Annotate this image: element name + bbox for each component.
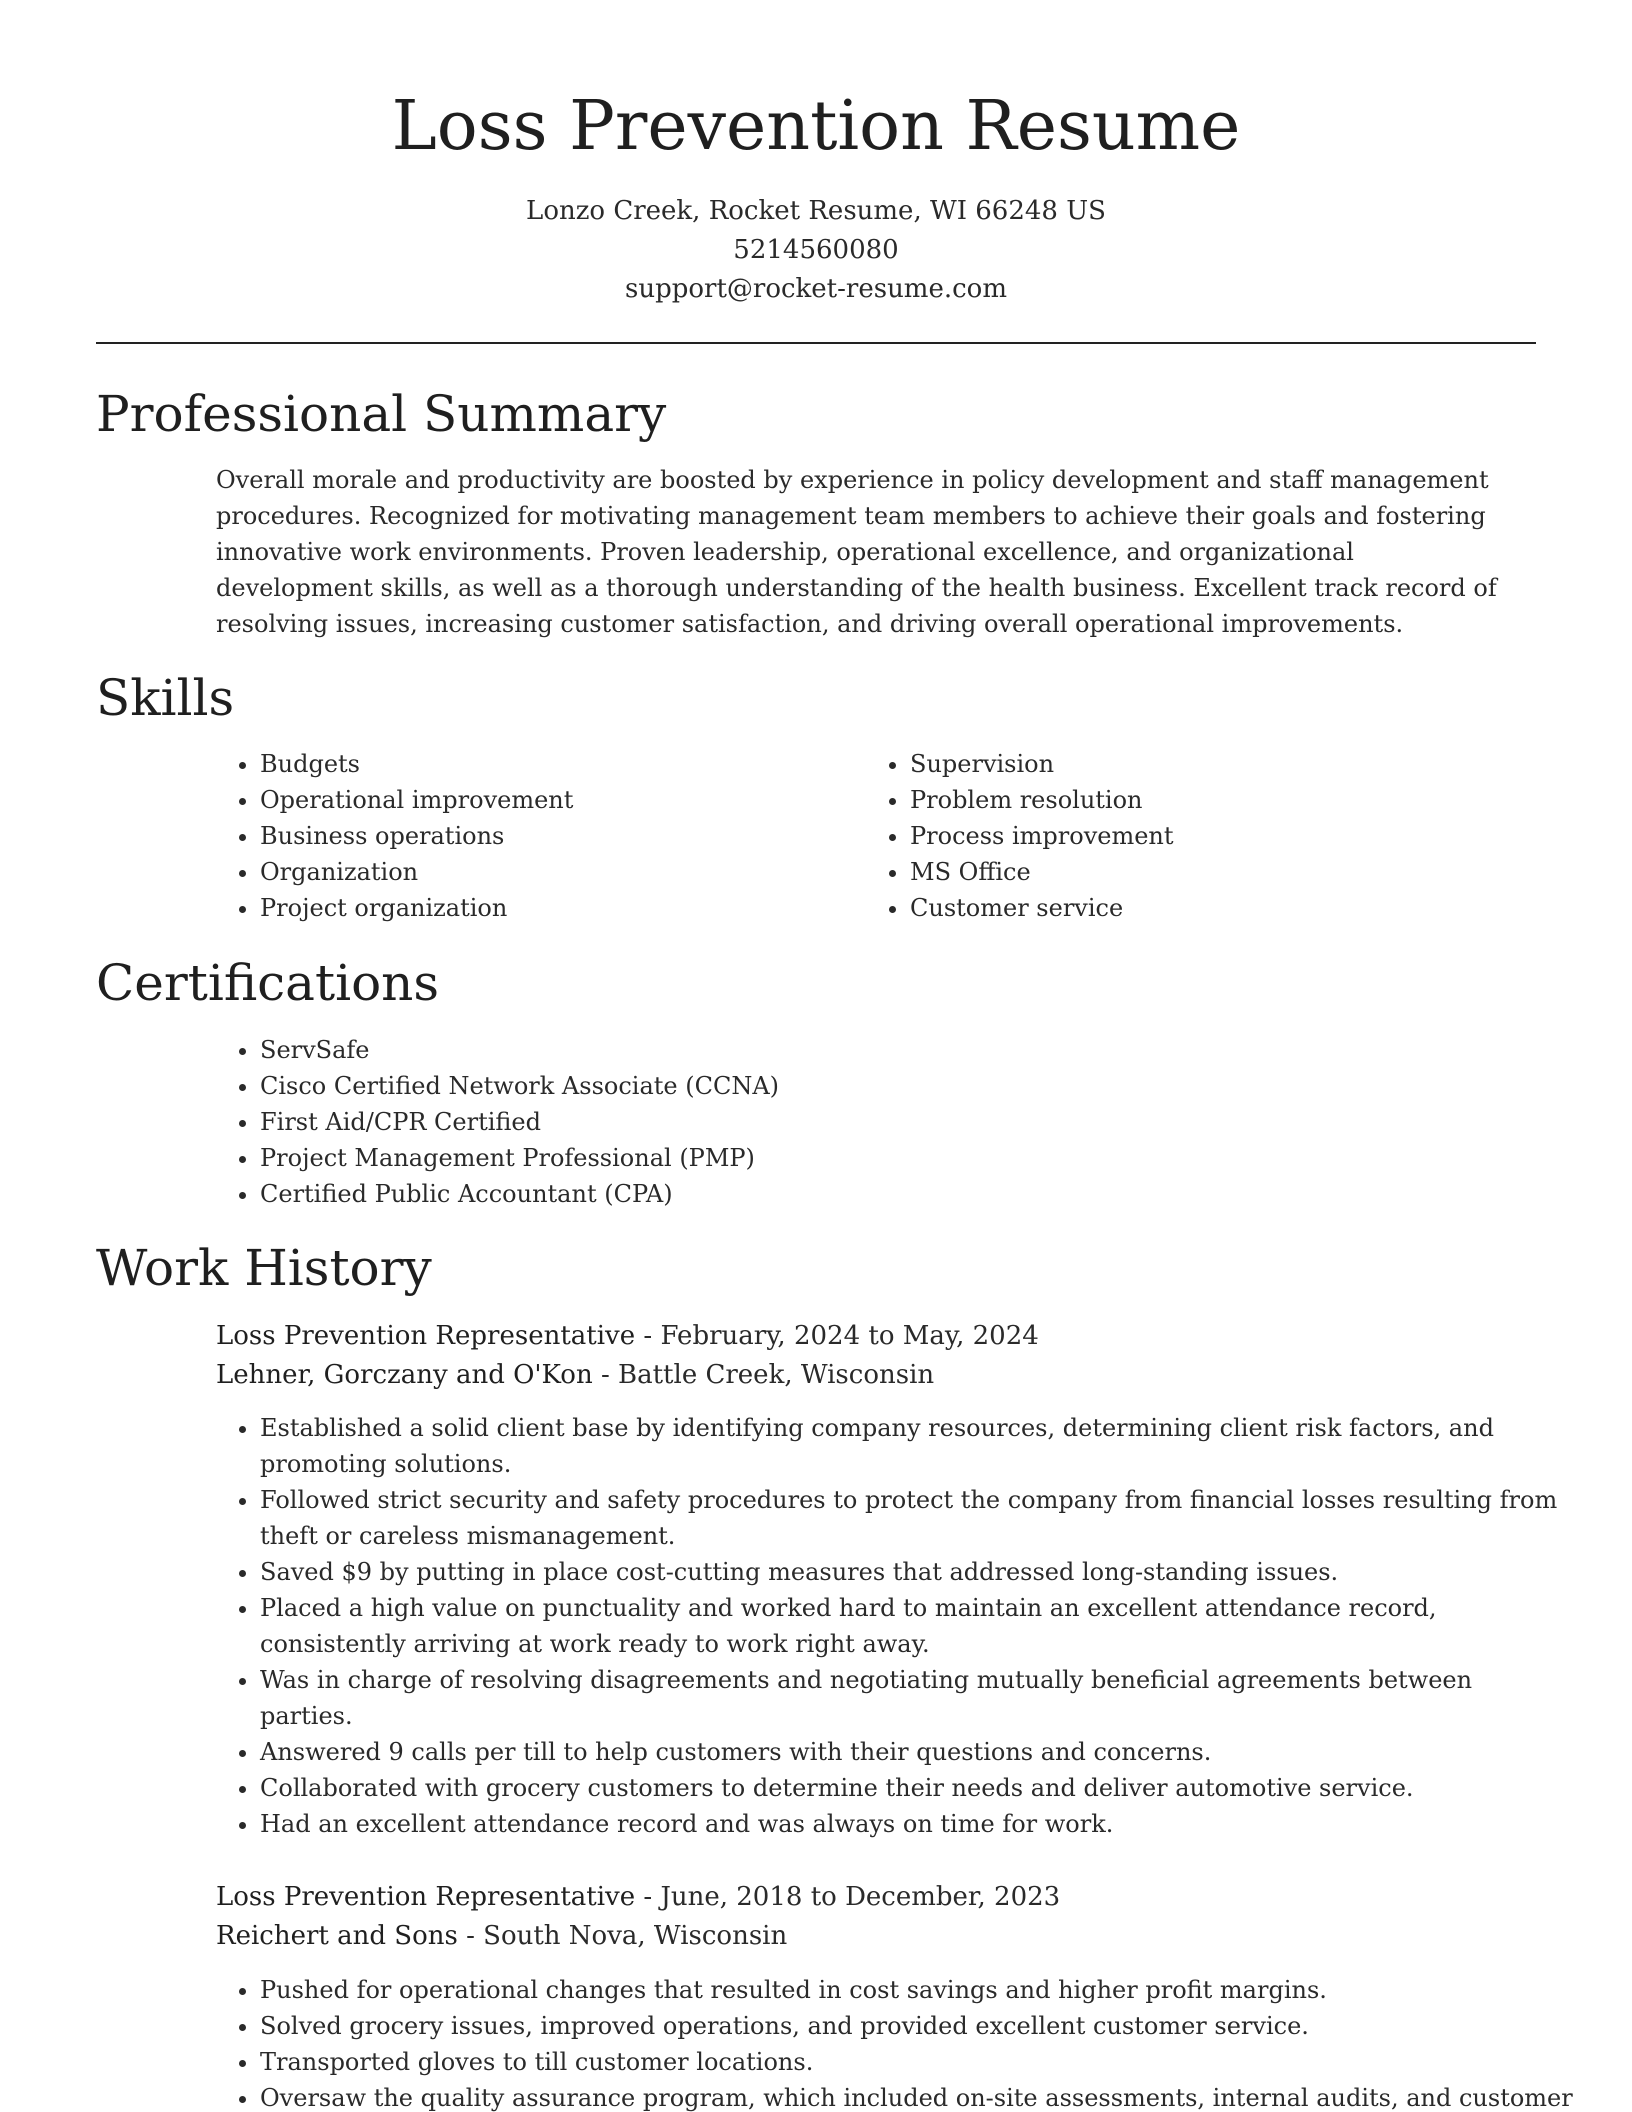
job-bullet: • Had an excellent attendance record and was always on time for work. (260, 1806, 1572, 1842)
job-bullet: • Transported gloves to till customer locations. (260, 2044, 1572, 2080)
resume-title: Loss Prevention Resume (391, 87, 1241, 166)
skill-item: • Customer service (910, 890, 1510, 926)
section-title-skills: Skills (96, 669, 235, 727)
job-company: Reichert and Sons (216, 1921, 458, 1951)
job-bullet: • Pushed for operational changes that resulted in cost savings and higher profit margins. (260, 1972, 1572, 2008)
job-location: - Battle Creek, Wisconsin (592, 1360, 935, 1390)
job-bullet: • Followed strict security and safety procedures to protect the company from financial losses resulting from theft or careless mismanagement. (260, 1482, 1572, 1554)
skill-item: • Organization (260, 854, 860, 890)
contact-email: support@rocket-resume.com (624, 274, 1007, 304)
job-bullet: • Was in charge of resolving disagreements and negotiating mutually beneficial agreements between parties. (260, 1662, 1572, 1734)
summary-text: Overall morale and productivity are boosted by experience in policy development and staff management procedures. Recognized for motivating management team members to achieve their goals and fostering innovative work environments. Proven leadership, operational excellence, and organizational development skills, as well as a thorough understanding of the health business. Excellent track record of resolving issues, increasing customer satisfaction, and driving overall operational improvements. (216, 466, 1497, 638)
job-role: Loss Prevention Representative (216, 1882, 636, 1912)
job-2-title-line (216, 1878, 1060, 1916)
skill-item: • Problem resolution (910, 782, 1510, 818)
skill-item: • Supervision (910, 746, 1510, 782)
contact-address: Lonzo Creek, Rocket Resume, WI 66248 US (526, 196, 1106, 226)
skill-item: • Budgets (260, 746, 860, 782)
job-1-bullets (216, 1410, 1572, 1842)
job-bullet: • Solved grocery issues, improved operations, and provided excellent customer service. (260, 2008, 1572, 2044)
job-role: Loss Prevention Representative (216, 1321, 636, 1351)
certification-item: • Certified Public Accountant (CPA) (260, 1176, 1560, 1212)
job-dates: - June, 2018 to December, 2023 (635, 1882, 1061, 1912)
job-location: - South Nova, Wisconsin (457, 1921, 788, 1951)
skills-list-left (216, 746, 860, 926)
certification-item: • Project Management Professional (PMP) (260, 1140, 1560, 1176)
header-divider (96, 342, 1536, 344)
job-bullet: • Collaborated with grocery customers to determine their needs and deliver automotive service. (260, 1770, 1572, 1806)
certifications-list (216, 1032, 1560, 1212)
job-bullet: • Placed a high value on punctuality and worked hard to maintain an excellent attendance record, consistently arriving at work ready to work right away. (260, 1590, 1572, 1662)
job-dates: - February, 2024 to May, 2024 (635, 1321, 1039, 1351)
certification-item: • First Aid/CPR Certified (260, 1104, 1560, 1140)
certification-item: • Cisco Certified Network Associate (CCNA) (260, 1068, 1560, 1104)
skill-item: • MS Office (910, 854, 1510, 890)
job-bullet: • Saved $9 by putting in place cost-cutting measures that addressed long-standing issues. (260, 1554, 1572, 1590)
skill-item: • Process improvement (910, 818, 1510, 854)
certification-item: • ServSafe (260, 1032, 1560, 1068)
job-2-bullets (216, 1972, 1572, 2112)
job-bullet: • Established a solid client base by identifying company resources, determining client risk factors, and promoting solutions. (260, 1410, 1572, 1482)
section-title-certifications: Certifications (96, 954, 440, 1012)
skills-list-right (866, 746, 1510, 926)
job-bullet: • Answered 9 calls per till to help customers with their questions and concerns. (260, 1734, 1572, 1770)
section-title-work-history: Work History (96, 1239, 432, 1297)
contact-block (0, 192, 1632, 309)
skill-item: • Business operations (260, 818, 860, 854)
skill-item: • Operational improvement (260, 782, 860, 818)
job-1-title-line (216, 1317, 1039, 1355)
job-2-company-line (216, 1917, 787, 1955)
contact-phone: 5214560080 (733, 235, 899, 265)
section-title-summary: Professional Summary (96, 385, 667, 443)
job-bullet: • Oversaw the quality assurance program, which included on-site assessments, internal audits, and customer (260, 2080, 1572, 2112)
job-company: Lehner, Gorczany and O'Kon (216, 1360, 593, 1390)
job-1-company-line (216, 1356, 934, 1394)
skill-item: • Project organization (260, 890, 860, 926)
